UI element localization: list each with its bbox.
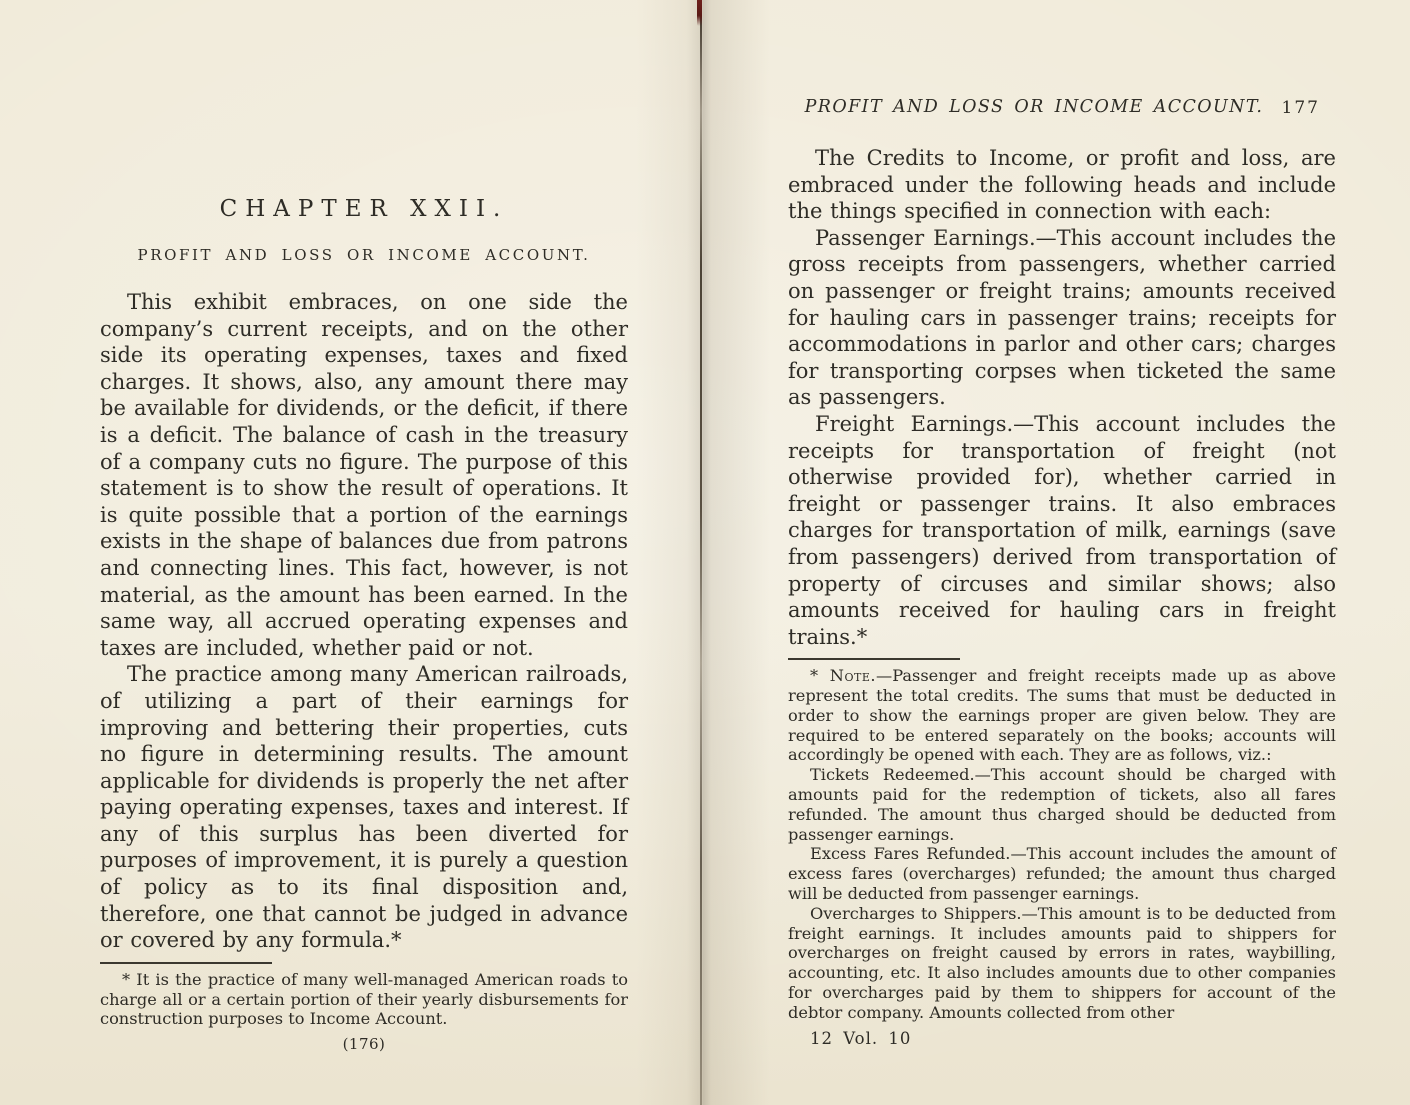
gutter-binding-line xyxy=(700,0,702,1105)
paragraph: Freight Earnings.—This account includes the receipts for transportation of freight (not otherwise provided for), whether carried in freight or passenger trains. It also embraces charges for transportation of milk, earnings (save from passengers) derived from transportation of property of circuses and similar shows; also amounts received for hauling cars in freight trains.* xyxy=(788,411,1336,649)
footnote: Overcharges to Shippers.—This amount is to be deducted from freight earnings. It includes amounts paid to shippers for overcharges on freight caused by errors in rates, waybilling, accounting, etc. It also includes amounts due to other companies for overcharges paid by them to shippers for account of the debtor company. Amounts collected from other xyxy=(788,903,1336,1022)
footnote-rule xyxy=(788,658,960,660)
page-number: 177 xyxy=(1281,98,1320,118)
section-heading: PROFIT AND LOSS OR INCOME ACCOUNT. xyxy=(137,246,591,264)
paragraph: Passenger Earnings.—This account includes the gross receipts from passengers, whether carried on passenger or freight trains; amounts received for hauling cars in passenger trains; receipts for accommodations in parlor and other cars; charges for transporting corpses when ticketed the same as passengers. xyxy=(788,225,1336,410)
footnote-rule xyxy=(100,962,272,964)
left-page xyxy=(100,198,628,1053)
footnote: * It is the practice of many well-managed American roads to charge all or a certain portion of their yearly disbursements for construction purposes to Income Account. xyxy=(100,969,628,1029)
right-page xyxy=(788,97,1336,1048)
left-page-footnotes xyxy=(100,970,628,1029)
gutter-shadow xyxy=(636,0,770,1105)
spine-top-mark xyxy=(697,0,702,26)
paragraph: The practice among many American railroads, of utilizing a part of their earnings for improving and bettering their properties, cuts no figure in determining results. The amount applicable for dividends is properly the net after paying operating expenses, taxes and interest. If any of this surplus has been diverted for purposes of improvement, it is purely a question of policy as to its final disposition and, therefore, one that cannot be judged in advance or covered by any formula.* xyxy=(100,662,628,953)
running-head xyxy=(788,97,1336,118)
paragraph: The Credits to Income, or profit and loss, are embraced under the following heads and include the things specified in connection with each: xyxy=(788,146,1336,224)
chapter-heading: CHAPTER XXII. xyxy=(219,196,509,222)
footnote: Tickets Redeemed.—This account should be charged with amounts paid for the redemption of tickets, also all fares refunded. The amount thus charged should be deducted from passenger earnings. xyxy=(788,765,1336,844)
left-page-folio: (176) xyxy=(342,1035,386,1054)
footnote-text: —Passenger and freight receipts made up as above represent the total credits. The sums that must be deducted in order to show the earnings proper are given below. They are required to be entered separately on the books; accounts will accordingly be opened with each. They are as follows, viz.: xyxy=(788,666,1337,765)
footnote-lead: * Note. xyxy=(810,666,877,686)
paragraph: This exhibit embraces, on one side the company’s current receipts, and on the other side its operating expenses, taxes and fixed charges. It shows, also, any amount there may be available for dividends, or the deficit, if there is a deficit. The balance of cash in the treasury of a company cuts no figure. The purpose of this statement is to show the result of operations. It is quite possible that a portion of the earnings exists in the shape of balances due from patrons and connecting lines. This fact, however, is not material, as the amount has been earned. In the same way, all accrued operating expenses and taxes are included, whether paid or not. xyxy=(100,290,628,660)
footnote xyxy=(788,666,1336,765)
right-page-footnotes xyxy=(788,666,1336,1022)
left-page-body xyxy=(100,289,628,954)
running-head-title: PROFIT AND LOSS OR INCOME ACCOUNT. xyxy=(804,97,1264,117)
signature-mark: 12 Vol. 10 xyxy=(810,1028,912,1048)
right-page-body xyxy=(788,145,1336,650)
footnote: Excess Fares Refunded.—This account includes the amount of excess fares (overcharges) refunded; the amount thus charged will be deducted from passenger earnings. xyxy=(788,844,1336,904)
